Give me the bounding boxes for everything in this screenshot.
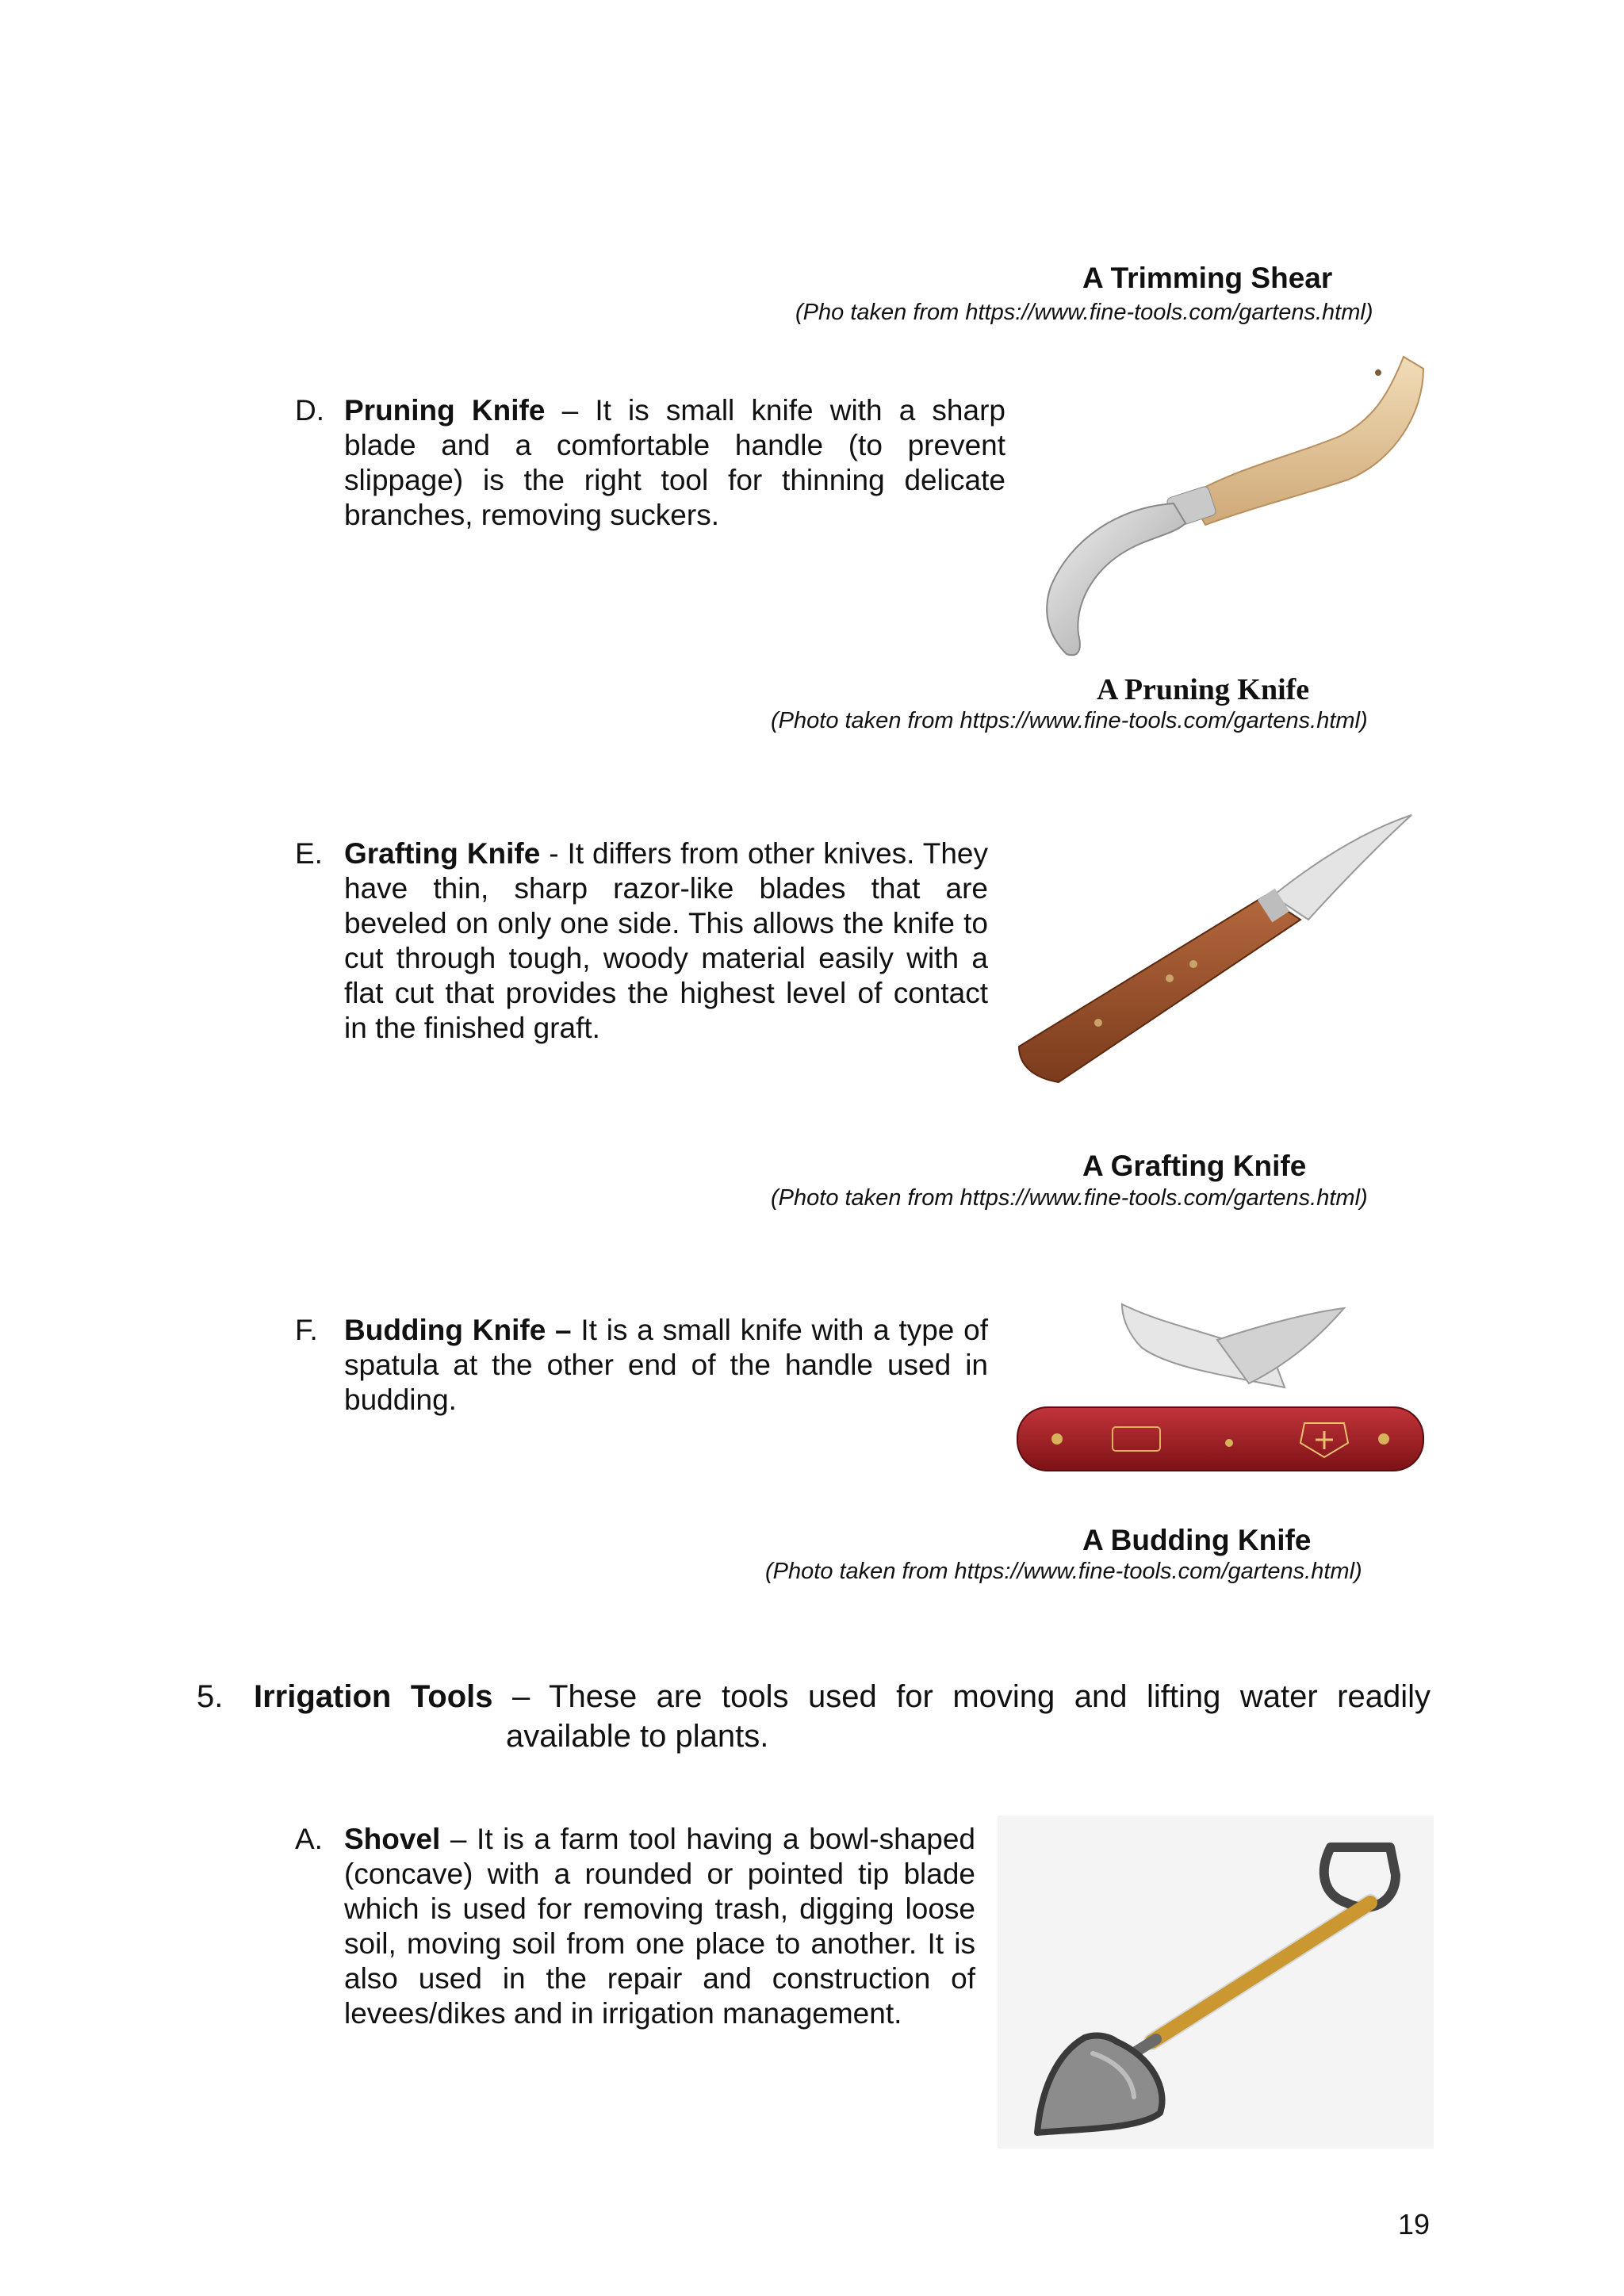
budding-knife-caption: A Budding Knife <box>1082 1524 1312 1556</box>
budding-knife-term: Budding Knife <box>344 1314 546 1346</box>
budding-knife-item <box>295 1313 988 1424</box>
section-number: 5. <box>197 1679 224 1714</box>
item-letter: D. <box>295 394 324 427</box>
shovel-text: – It is a farm tool having a bowl-shaped (concave) with a rounded or pointed tip blade which is used for removing trash, digging loose soil, moving soil from one place to another. It is also used in the repair and construction of levees/dikes and in irrigation management. <box>344 1823 975 2030</box>
trimming-shear-credit: (Pho taken from https://www.fine-tools.com/gartens.html) <box>795 300 1373 325</box>
grafting-knife-credit: (Photo taken from https://www.fine-tools.com/gartens.html) <box>771 1185 1368 1211</box>
grafting-knife-description <box>344 836 988 1046</box>
irrigation-text-1: – These are tools used for moving and lifting water readily <box>492 1679 1431 1714</box>
irrigation-term: Irrigation Tools <box>254 1679 493 1714</box>
shovel-term: Shovel <box>344 1823 441 1855</box>
shovel-item <box>295 1822 975 2036</box>
pruning-knife-item <box>295 393 1005 536</box>
budding-knife-description <box>344 1313 988 1418</box>
grafting-knife-image <box>1011 809 1423 1094</box>
pruning-knife-credit: (Photo taken from https://www.fine-tools.com/gartens.html) <box>771 708 1368 733</box>
page-number: 19 <box>1398 2208 1431 2241</box>
trimming-shear-caption: A Trimming Shear <box>1082 262 1333 294</box>
irrigation-text-2: available to plants. <box>506 1719 769 1754</box>
item-letter: E. <box>295 837 323 870</box>
item-letter: F. <box>295 1314 318 1346</box>
irrigation-section-heading <box>197 1677 1431 1764</box>
item-letter: A. <box>295 1823 323 1855</box>
budding-knife-text: It is a small knife with a type of spatula at the other end of the handle used in budding. <box>344 1314 989 1416</box>
pruning-knife-caption: A Pruning Knife <box>1097 673 1310 706</box>
budding-knife-dash: – <box>546 1314 581 1346</box>
shovel-image <box>998 1816 1434 2149</box>
pruning-knife-text: – It is small knife with a sharp blade and a comfortable handle (to prevent slippage) is the right tool for thinning delicate branches, removing suckers. <box>344 394 1005 531</box>
grafting-knife-term: Grafting Knife <box>344 837 541 870</box>
pruning-knife-term: Pruning Knife <box>344 394 546 427</box>
shovel-description <box>344 1822 975 2031</box>
budding-knife-image <box>1011 1292 1431 1498</box>
irrigation-line-1 <box>254 1677 1431 1716</box>
budding-knife-credit: (Photo taken from https://www.fine-tools.com/gartens.html) <box>765 1559 1362 1584</box>
grafting-knife-text: - It differs from other knives. They have thin, sharp razor-like blades that are beveled on only one side. This allows the knife to cut through tough, woody material easily with a flat cut that provides the highest level of contact in the finished graft. <box>344 837 988 1044</box>
grafting-knife-caption: A Grafting Knife <box>1082 1150 1307 1182</box>
grafting-knife-item <box>295 836 988 1050</box>
pruning-knife-description <box>344 393 1005 533</box>
pruning-knife-image <box>1023 349 1435 666</box>
